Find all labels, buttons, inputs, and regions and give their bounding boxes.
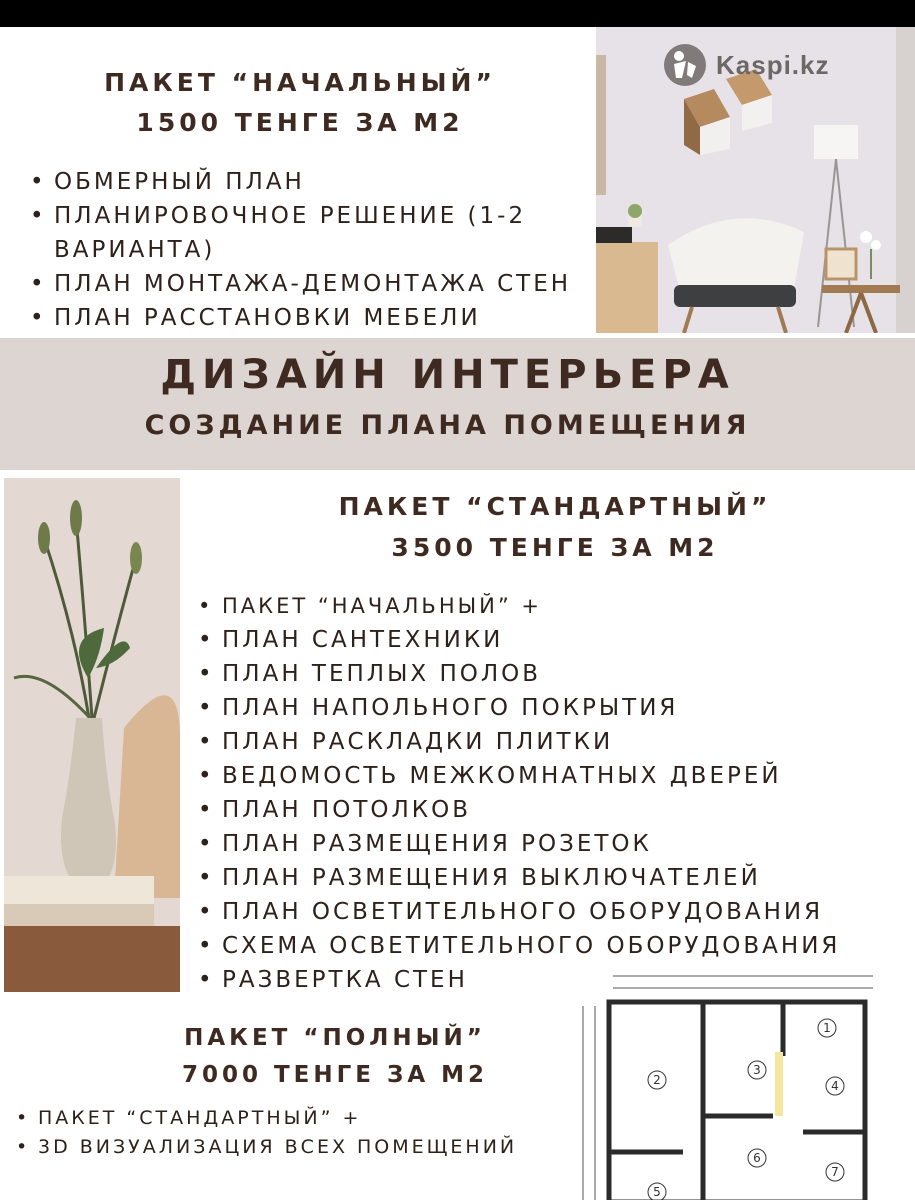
list-item: • ПЛАН РАЗМЕЩЕНИЯ РОЗЕТОК xyxy=(196,827,911,861)
list-item: • ПАКЕТ “СТАНДАРТНЫЙ” + xyxy=(14,1104,574,1133)
list-item: • ПЛАНИРОВОЧНОЕ РЕШЕНИЕ (1-2 ВАРИАНТА) xyxy=(28,199,593,267)
package-standard-price: 3500 ТЕНГЕ ЗА М2 xyxy=(391,533,719,562)
package-full-title: ПАКЕТ “ПОЛНЫЙ” xyxy=(184,1025,486,1051)
package-start-list xyxy=(28,165,593,335)
kaspi-brand-text: Kaspi.kz xyxy=(716,49,830,80)
list-item: • СХЕМА ОСВЕТИТЕЛЬНОГО ОБОРУДОВАНИЯ xyxy=(196,929,911,963)
interior-photo-armchair xyxy=(596,27,915,333)
top-status-bar xyxy=(0,0,915,27)
list-item: • ПЛАН ОСВЕТИТЕЛЬНОГО ОБОРУДОВАНИЯ xyxy=(196,895,911,929)
package-start-title: ПАКЕТ “НАЧАЛЬНЫЙ” xyxy=(104,68,496,97)
package-full-list xyxy=(14,1104,574,1162)
floor-plan-drawing xyxy=(573,966,915,1200)
room-label: 4 xyxy=(831,1079,839,1093)
list-item: • ПЛАН РАЗМЕЩЕНИЯ ВЫКЛЮЧАТЕЛЕЙ xyxy=(196,861,911,895)
kaspi-logo-icon xyxy=(662,42,708,88)
package-standard-list xyxy=(196,589,911,997)
list-item: • 3D ВИЗУАЛИЗАЦИЯ ВСЕХ ПОМЕЩЕНИЙ xyxy=(14,1133,574,1162)
banner-title: ДИЗАЙН ИНТЕРЬЕРА xyxy=(160,352,735,398)
banner-subtitle: СОЗДАНИЕ ПЛАНА ПОМЕЩЕНИЯ xyxy=(144,410,751,441)
package-start-price: 1500 ТЕНГЕ ЗА М2 xyxy=(136,108,464,137)
list-item: • ПЛАН НАПОЛЬНОГО ПОКРЫТИЯ xyxy=(196,691,911,725)
list-item: • ПЛАН САНТЕХНИКИ xyxy=(196,623,911,657)
room-label: 7 xyxy=(831,1165,839,1179)
interior-photo-vase xyxy=(4,478,180,992)
list-item: • ПЛАН МОНТАЖА-ДЕМОНТАЖА СТЕН xyxy=(28,267,593,301)
package-full-price: 7000 ТЕНГЕ ЗА М2 xyxy=(181,1062,489,1088)
room-label: 6 xyxy=(753,1151,761,1165)
list-item: • ОБМЕРНЫЙ ПЛАН xyxy=(28,165,593,199)
list-item: • ВЕДОМОСТЬ МЕЖКОМНАТНЫХ ДВЕРЕЙ xyxy=(196,759,911,793)
list-item: • ПЛАН РАСКЛАДКИ ПЛИТКИ xyxy=(196,725,911,759)
room-label: 3 xyxy=(753,1063,761,1077)
package-standard-title: ПАКЕТ “СТАНДАРТНЫЙ” xyxy=(338,492,772,521)
list-item: • ПАКЕТ “НАЧАЛЬНЫЙ” + xyxy=(196,589,911,623)
list-item: • ПЛАН ПОТОЛКОВ xyxy=(196,793,911,827)
room-label: 1 xyxy=(823,1021,831,1035)
room-label: 2 xyxy=(653,1073,661,1087)
list-item: • ПЛАН ТЕПЛЫХ ПОЛОВ xyxy=(196,657,911,691)
kaspi-watermark xyxy=(662,45,830,85)
list-item: • ПЛАН РАССТАНОВКИ МЕБЕЛИ xyxy=(28,301,593,335)
list-item: • РАЗВЕРТКА СТЕН xyxy=(196,963,911,997)
room-label: 5 xyxy=(653,1185,661,1199)
